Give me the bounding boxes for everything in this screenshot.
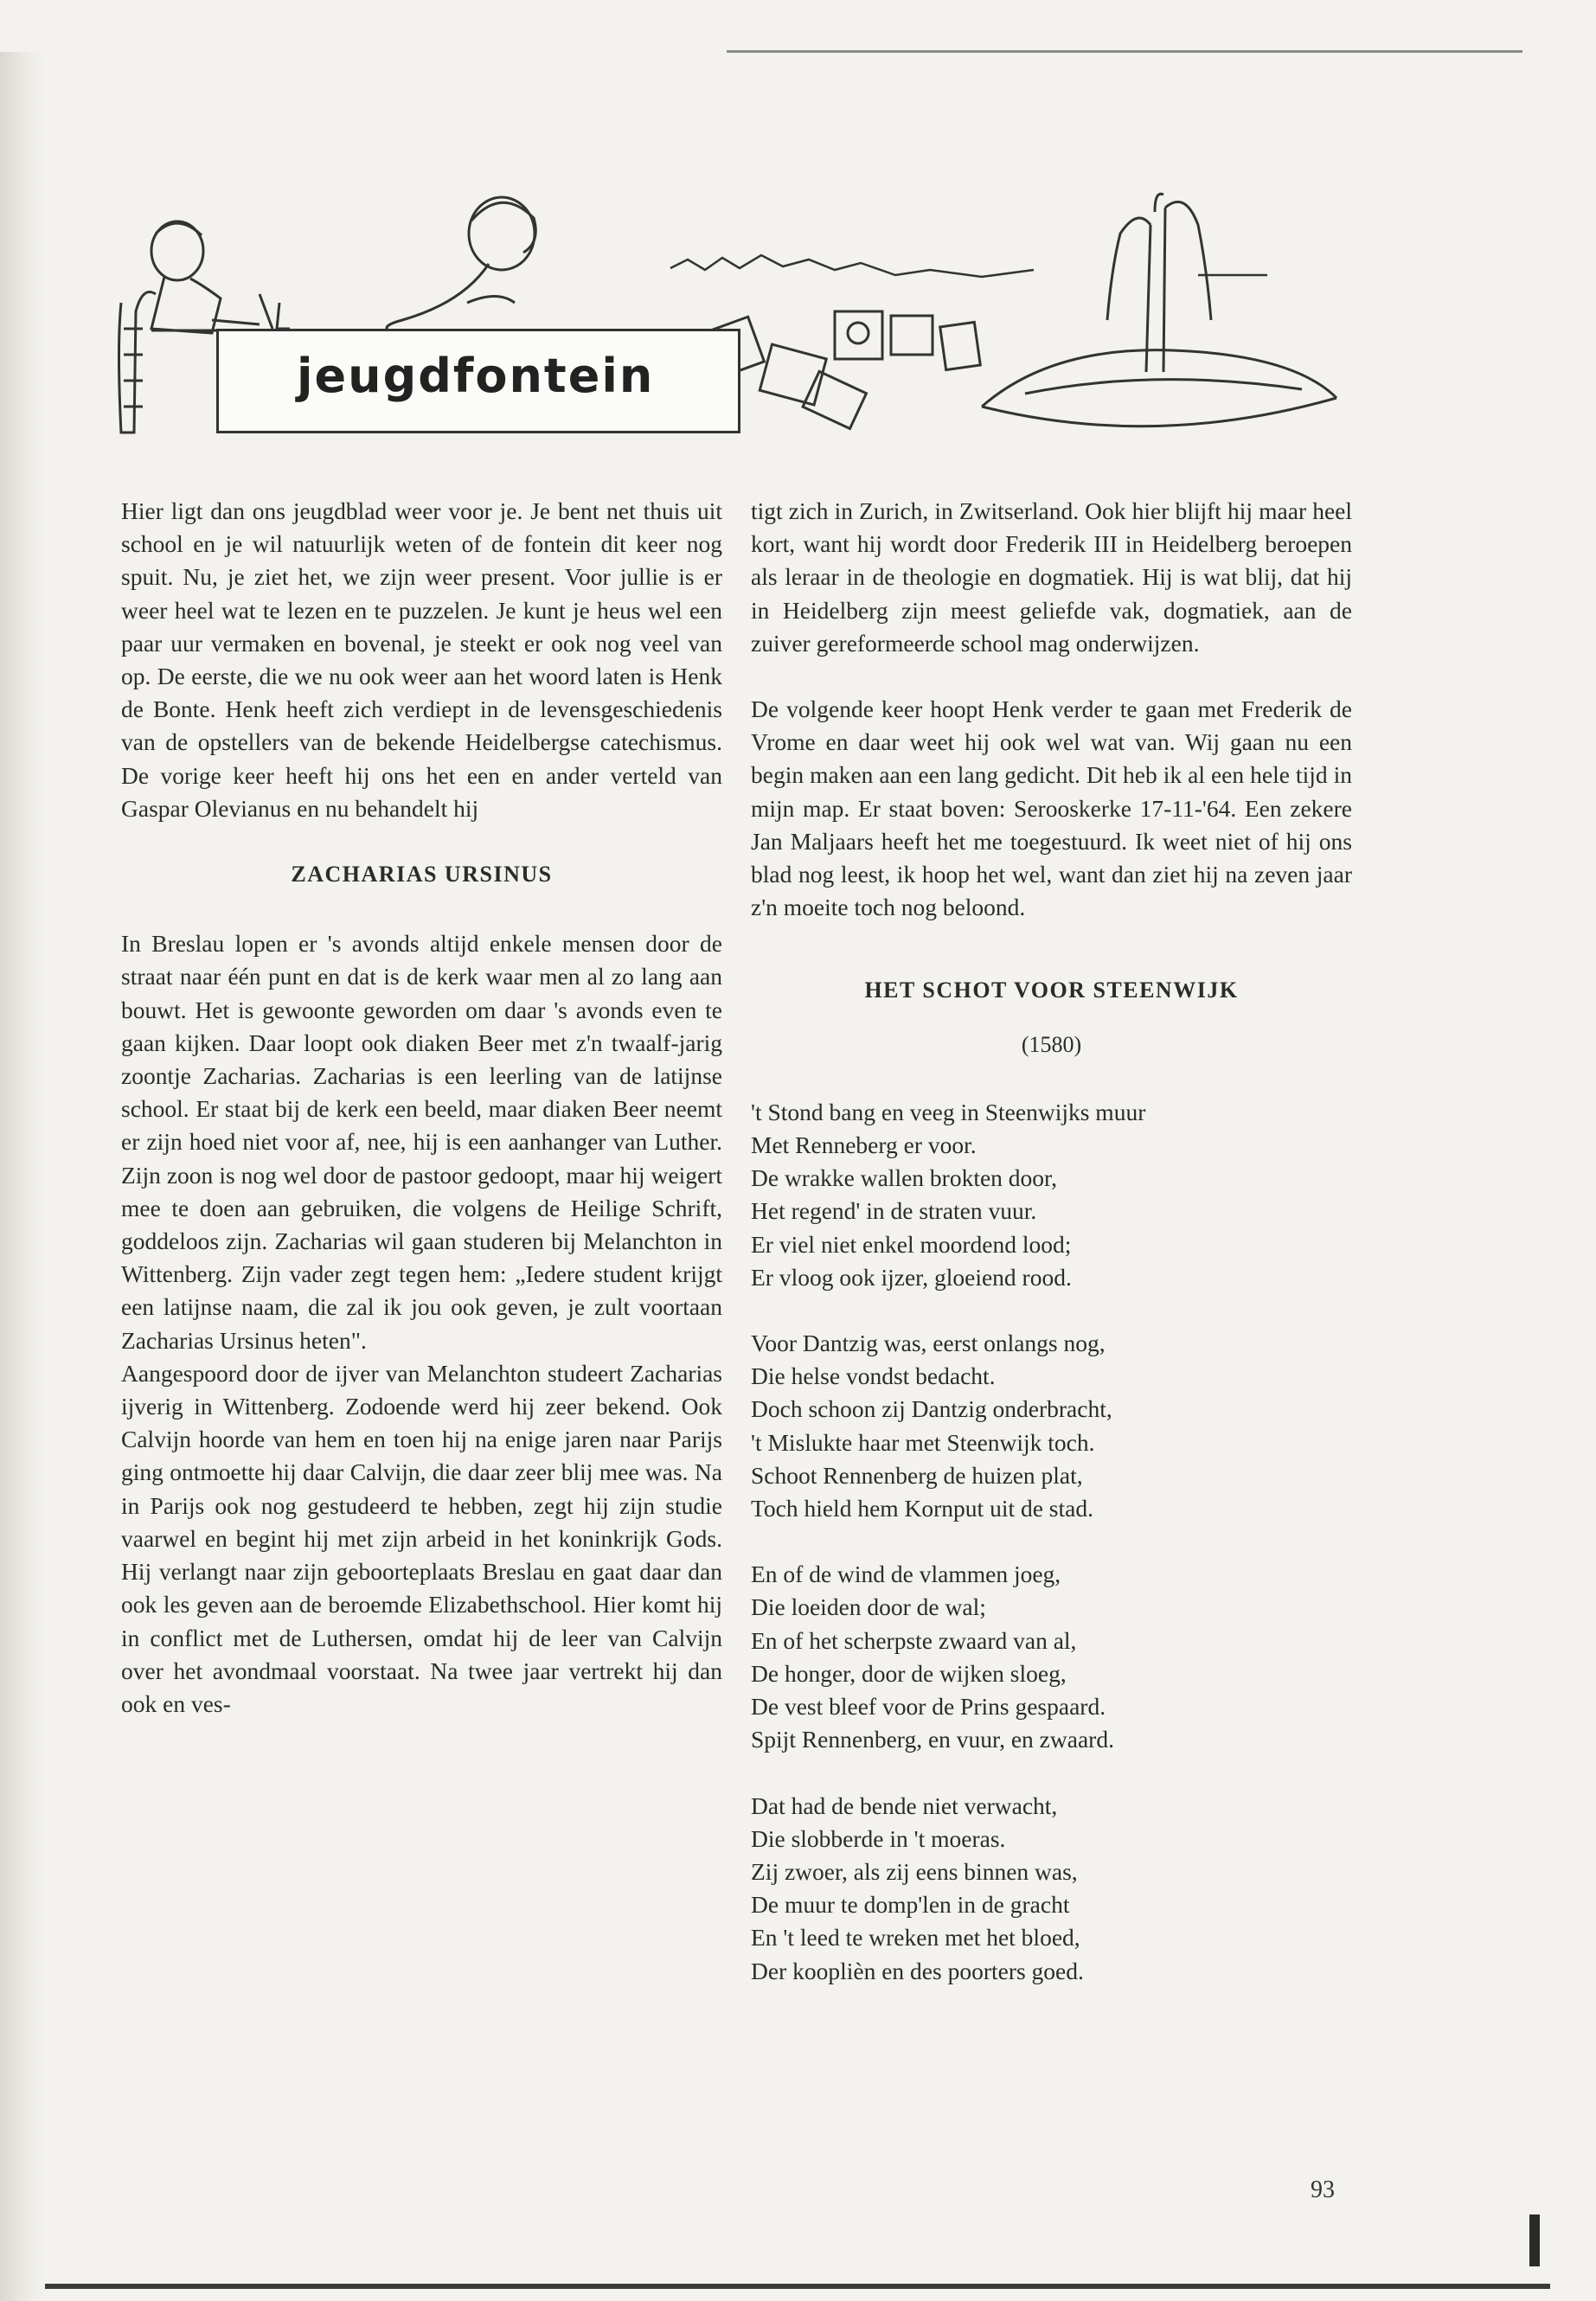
poem-line: Er viel niet enkel moordend lood;	[751, 1230, 1072, 1258]
page-title: jeugdfontein	[297, 349, 655, 403]
poem-line: Die slobberde in 't moeras.	[751, 1824, 1006, 1852]
poem-stanza-3	[751, 1558, 1352, 1756]
poem-line: Schoot Rennenberg de huizen plat,	[751, 1461, 1083, 1489]
header-illustration	[117, 173, 1345, 467]
poem-line: De honger, door de wijken sloeg,	[751, 1659, 1067, 1687]
poem-line: Spijt Rennenberg, en vuur, en zwaard.	[751, 1726, 1114, 1753]
poem-line: Zij zwoer, als zij eens binnen was,	[751, 1857, 1078, 1885]
poem-line: Met Renneberg er voor.	[751, 1131, 977, 1159]
poem-line: 't Mislukte haar met Steenwijk toch.	[751, 1428, 1095, 1456]
page-number: 93	[1311, 2176, 1335, 2203]
poem-line: Voor Dantzig was, eerst onlangs nog,	[751, 1330, 1106, 1357]
poem-line: Het regend' in de straten vuur.	[751, 1197, 1037, 1225]
poem-stanza-4	[751, 1790, 1352, 1988]
poem-stanza-1	[751, 1096, 1352, 1294]
girl-drawing	[387, 197, 549, 333]
poem-line: En of de wind de vlammen joeg,	[751, 1561, 1061, 1588]
left-column	[121, 495, 722, 1753]
poem-line: 't Stond bang en veeg in Steenwijks muur	[751, 1098, 1146, 1125]
scan-edge	[0, 52, 45, 2301]
poem-line: Die loeiden door de wal;	[751, 1593, 986, 1621]
right-column	[751, 495, 1352, 2021]
fountain-drawing	[982, 194, 1336, 426]
poem-year: (1580)	[1021, 1031, 1082, 1057]
intro-paragraph: Hier ligt dan ons jeugdblad weer voor je. Je bent net thuis uit school en je wil natuurlijk weten of de fontein dit keer nog spuit. Nu, je ziet het, we zijn weer present. Voor jullie is er weer heel wat te lezen en te puzzelen. Je kunt je heus wel een paar uur vermaken en bovenal, je steekt er ook nog veel van op. De eerste, die we nu ook weer aan het woord laten is Henk de Bonte. Henk heeft zich verdiept in de levensgeschiedenis van de opstellers van de bekende Heidelbergse catechismus. De vorige keer heeft hij ons het een en ander verteld van Gaspar Olevianus en nu behandelt hij	[121, 497, 722, 822]
poem-line: Die helse vondst bedacht.	[751, 1362, 996, 1390]
body-paragraph-2: Aangespoord door de ijver van Melanchton studeert Zacharias ijverig in Wittenberg. Zodoende werd hij zeer bekend. Ook Calvijn hoorde van hem en toen hij na enige jaren naar Parijs ging ontmoette hij daar Calvijn, die daar zeer blij mee was. Na in Parijs ook nog gestudeerd te hebben, zegt hij zijn studie vaarwel en begint hij met zijn arbeid in het koninkrijk Gods. Hij verlangt naar zijn geboorteplaats Breslau en gaat daar dan ook les geven aan de beroemde Elizabethschool. Hier komt hij in conflict met de Luthersen, omdat hij de leer van Calvijn over het avondmaal voorstaat. Na twee jaar vertrekt hij dan ook en ves-	[121, 1359, 722, 1717]
chair-drawing	[119, 292, 157, 433]
poem-line: Doch schoon zij Dantzig onderbracht,	[751, 1395, 1112, 1423]
article-heading: ZACHARIAS URSINUS	[291, 862, 553, 888]
body-paragraph: In Breslau lopen er 's avonds altijd enkele mensen door de straat naar één punt en dat is de kerk waar men al zo lang aan bouwt. Het is gewoonte geworden om daar 's avonds even te gaan kijken. Daar loopt ook diaken Beer met z'n twaalf-jarig zoontje Zacharias. Zacharias is een leerling van de latijnse school. Er staat bij de kerk een beeld, maar diaken Beer neemt er zijn hoed niet voor af, nee, hij is een aanhanger van Luther. Zijn zoon is nog wel door de pastoor gedoopt, maar hij weigert mee te doen aan gebruiken, die volgens de Heilige Schrift, goddeloos zijn. Zacharias wil gaan studeren bij Melanchton in Wittenberg. Zijn vader zegt tegen hem: „Iedere student krijgt een latijnse naam, die zal ik jou ook geven, je zult voortaan Zacharias Ursinus heten".	[121, 930, 722, 1354]
scan-edge-mark	[1529, 2214, 1540, 2266]
continuation-paragraph: tigt zich in Zurich, in Zwitserland. Ook hier blijft hij maar heel kort, want hij wordt door Frederik III in Heidelberg beroepen als leraar in de theologie en dogmatiek. Hij is wat blij, dat hij in Heidelberg zijn meest geliefde vak, dogmatiek, aan de zuiver gereformeerde school mag onderwijzen.	[751, 497, 1352, 657]
poem-line: De muur te domp'len in de gracht	[751, 1891, 1070, 1919]
poem-line: En of het scherpste zwaard van al,	[751, 1626, 1077, 1654]
poem-title: HET SCHOT VOOR STEENWIJK	[864, 977, 1239, 1003]
next-paragraph: De volgende keer hoopt Henk verder te gaan met Frederik de Vrome en daar weet hij ook wel wat van. Wij gaan nu een begin maken aan een lang gedicht. Dit heb ik al een hele tijd in mijn map. Er staat boven: Serooskerke 17-11-'64. Een zekere Jan Maljaars heeft het me toegestuurd. Ik weet niet of hij ons blad nog leest, ik hoop het wel, want dan ziet hij na zeven jaar z'n moeite toch nog beloond.	[751, 695, 1352, 921]
poem-line: De vest bleef voor de Prins gespaard.	[751, 1693, 1106, 1721]
poem-stanza-2	[751, 1327, 1352, 1525]
poem-line: De wrakke wallen brokten door,	[751, 1164, 1057, 1192]
top-rule	[727, 50, 1522, 53]
scan-bottom-edge	[45, 2284, 1550, 2289]
poem-line: En 't leed te wreken met het bloed,	[751, 1924, 1080, 1952]
poem-line: Der kooplièn en des poorters goed.	[751, 1957, 1084, 1984]
boy-drawing	[151, 221, 290, 333]
title-box	[216, 329, 740, 433]
skyline-line	[670, 255, 1267, 277]
poem-line: Dat had de bende niet verwacht,	[751, 1791, 1058, 1819]
papers-drawing	[699, 311, 980, 429]
poem-line: Toch hield hem Kornput uit de stad.	[751, 1495, 1093, 1522]
poem-line: Er vloog ook ijzer, gloeiend rood.	[751, 1263, 1072, 1291]
